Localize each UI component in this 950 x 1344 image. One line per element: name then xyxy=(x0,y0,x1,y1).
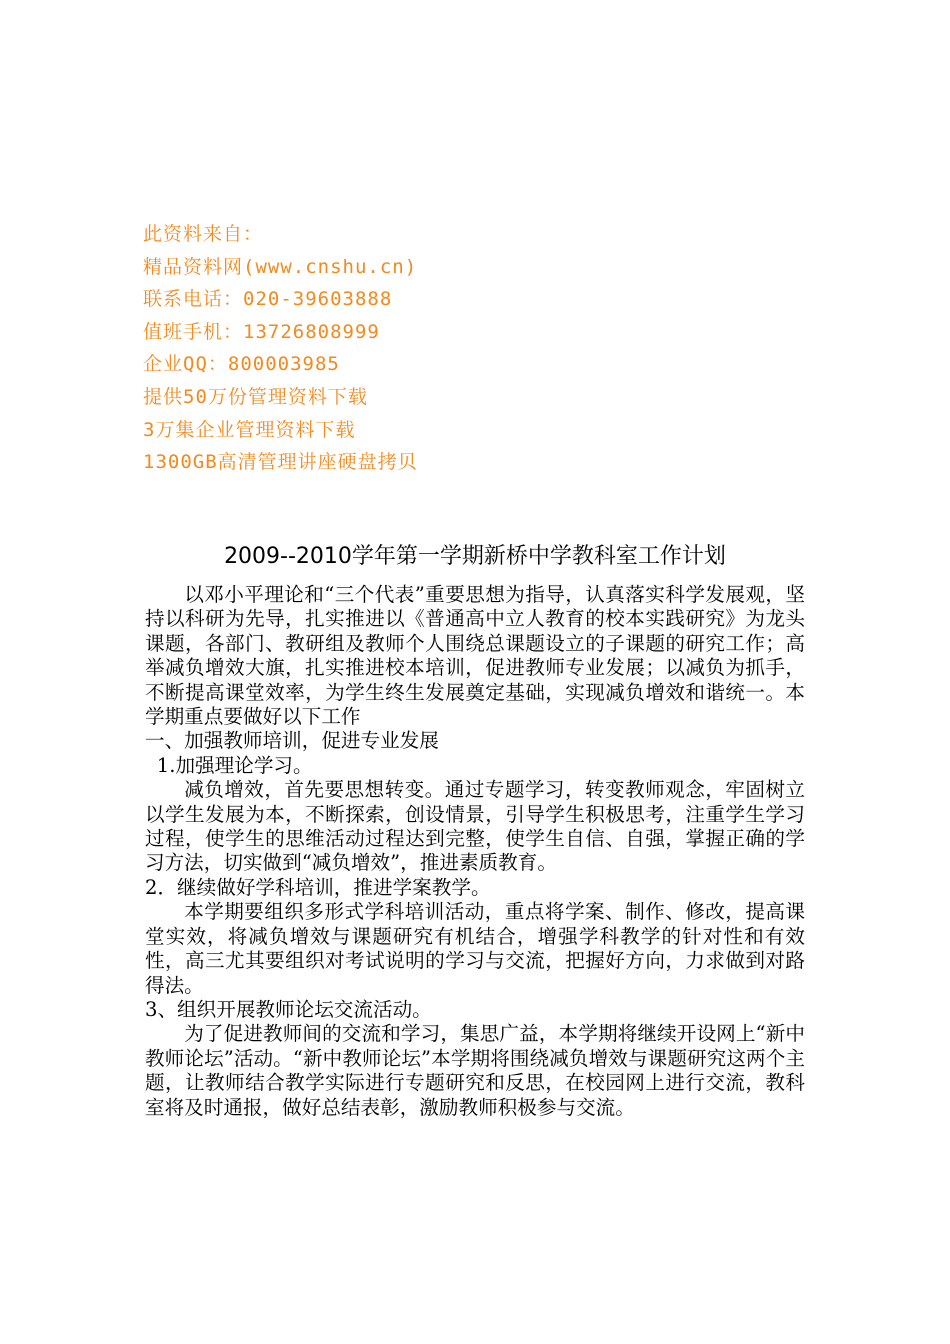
item-paragraph-3: 为了促进教师间的交流和学习，集思广益，本学期将继续开设网上“新中教师论坛”活动。“新中教师论坛”本学期将围绕减负增效与课题研究这两个主题，让教师结合教学实际进行专题研究和反思，在校园网上进行交流，教科室将及时通报，做好总结表彰，激励教师积极参与交流。 xyxy=(145,1022,805,1119)
source-info-block xyxy=(143,218,663,479)
section-heading: 一、加强教师培训，促进专业发展 xyxy=(145,729,439,753)
item-paragraph-2: 本学期要组织多形式学科培训活动，重点将学案、制作、修改，提高课堂实效，将减负增效与课题研究有机结合，增强学科教学的针对性和有效性，高三尤其要组织对考试说明的学习与交流，把握好方向，力求做到对路得法。 xyxy=(145,900,805,997)
document-title: 2009--2010学年第一学期新桥中学教科室工作计划 xyxy=(224,544,726,569)
offer-line-2: 3万集企业管理资料下载 xyxy=(143,418,356,441)
source-label: 此资料来自： xyxy=(143,223,264,245)
website-line: 精品资料网(www.cnshu.cn) xyxy=(143,255,418,278)
qq-line: 企业QQ：800003985 xyxy=(143,353,340,376)
offer-line-1: 提供50万份管理资料下载 xyxy=(143,385,368,408)
document-body xyxy=(145,583,805,1120)
intro-paragraph: 以邓小平理论和“三个代表”重要思想为指导，认真落实科学发展观，坚持以科研为先导，扎实推进以《普通高中立人教育的校本实践研究》为龙头课题，各部门、教研组及教师个人围绕总课题设立的子课题的研究工作；高举减负增效大旗，扎实推进校本培训，促进教师专业发展；以减负为抓手，不断提高课堂效率，为学生终生发展奠定基础，实现减负增效和谐统一。本学期重点要做好以下工作 xyxy=(145,583,805,729)
item-heading-3: 3、组织开展教师论坛交流活动。 xyxy=(145,997,432,1021)
item-paragraph-1: 减负增效，首先要思想转变。通过专题学习，转变教师观念，牢固树立以学生发展为本，不断探索，创设情景，引导学生积极思考，注重学生学习过程，使学生的思维活动过程达到完整，使学生自信、自强，掌握正确的学习方法，切实做到“减负增效”，推进素质教育。 xyxy=(145,778,805,875)
mobile-line: 值班手机：13726808999 xyxy=(143,320,380,343)
item-heading-2: 2．继续做好学科培训，推进学案教学。 xyxy=(145,875,491,899)
phone-line: 联系电话：020-39603888 xyxy=(143,288,393,311)
offer-line-3: 1300GB高清管理讲座硬盘拷贝 xyxy=(143,451,418,474)
item-heading-1: 1.加强理论学习。 xyxy=(156,753,313,777)
